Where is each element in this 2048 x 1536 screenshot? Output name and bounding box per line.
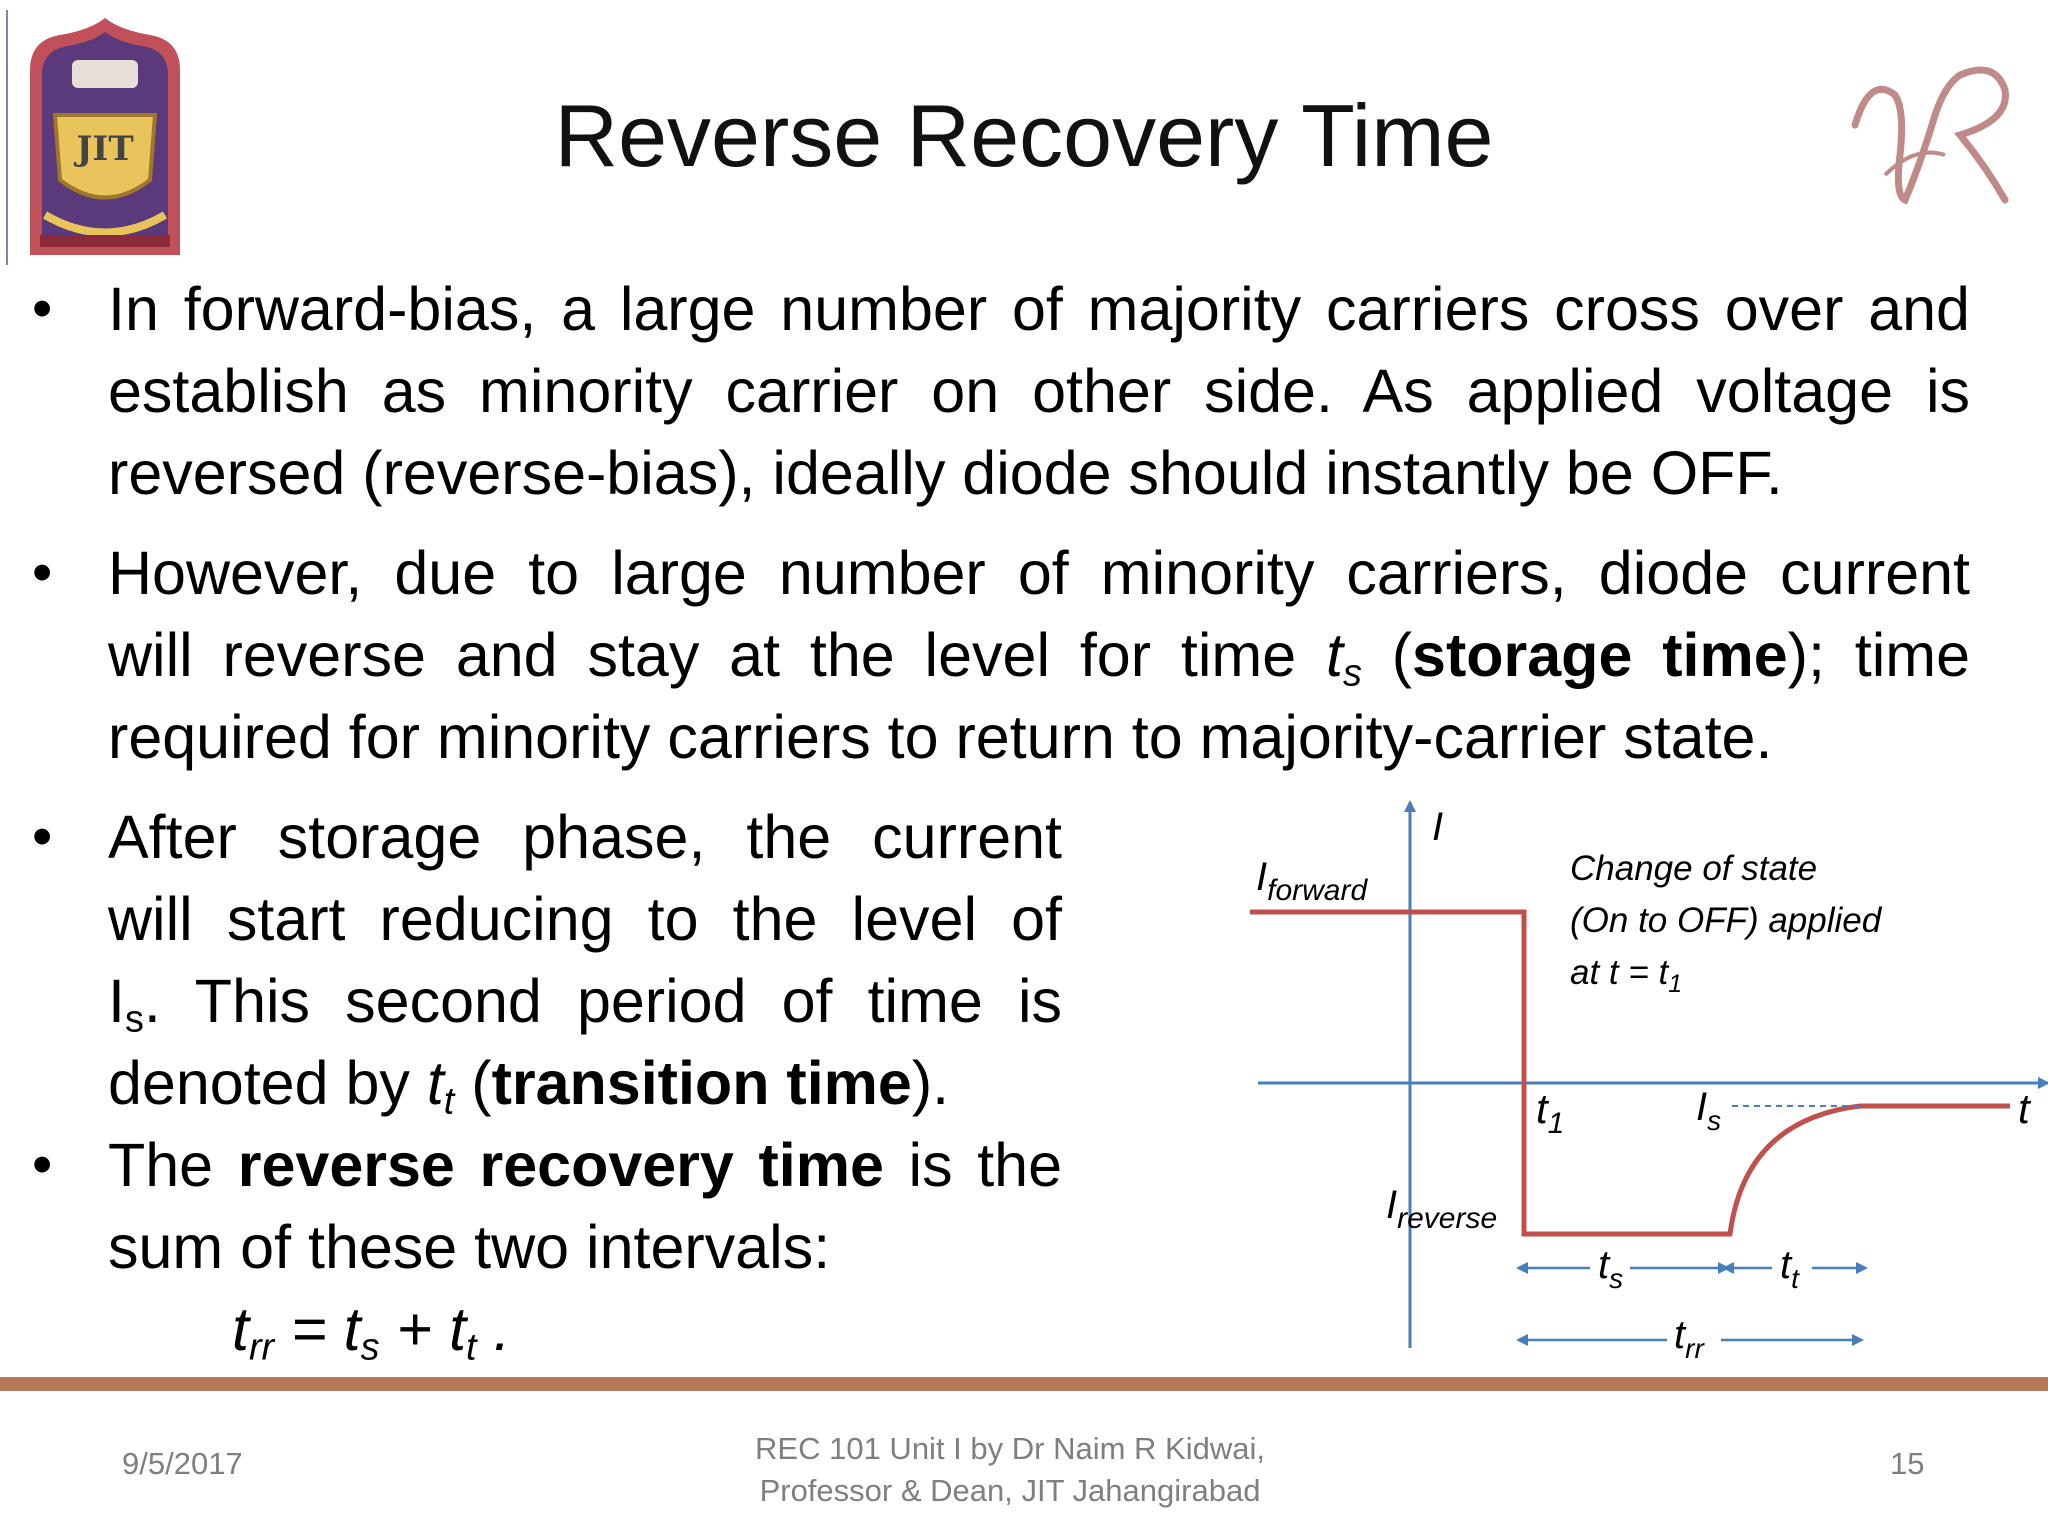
page-number: 15 — [1890, 1446, 1925, 1481]
t1-label: $t_1$ — [1536, 1085, 1565, 1140]
trr-label: $t_{rr}$ — [1674, 1313, 1704, 1360]
bullet-2-line-2: will reverse and stay at the level for time $t_s$ (storage time); time — [108, 621, 1971, 695]
bullet-1-line-3: reversed (reverse-bias), ideally diode should instantly be OFF. — [108, 439, 1783, 507]
storage-time-term: storage time — [1412, 621, 1788, 689]
reverse-recovery-time-term: reverse recovery time — [237, 1131, 884, 1199]
state-change-note-line-1: Change of state — [1570, 849, 1818, 888]
state-change-note-line-2: (On to OFF) applied — [1570, 901, 1882, 940]
footer-credit — [700, 1428, 1320, 1512]
i-forward-label: $I_{forward}$ — [1256, 855, 1368, 907]
bullet-3-line-3: $I_s$. This second period of time is — [108, 967, 1062, 1041]
bullet-2-line-1: However, due to large number of minority carriers, diode current — [108, 539, 1970, 607]
svg-text:JIT: JIT — [76, 129, 134, 169]
ts-label: $t_s$ — [1598, 1243, 1624, 1294]
bullet-4-line-1: The reverse recovery time is the — [108, 1131, 1063, 1199]
is-label: $I_s$ — [1696, 1085, 1722, 1136]
bullet-3-line-2: will start reducing to the level of — [108, 885, 1062, 953]
transition-time-term: transition time — [491, 1049, 912, 1117]
bullet-4-line-2: sum of these two intervals: — [108, 1213, 831, 1281]
trr-formula: $t_{rr} = t_s + t_t$ . — [232, 1295, 511, 1369]
bullet-3-line-4: denoted by $t_t$ (transition time). — [108, 1049, 950, 1123]
reverse-recovery-graph — [1240, 790, 2048, 1360]
footer-credit-line-2: Professor & Dean, JIT Jahangirabad — [759, 1473, 1261, 1508]
footer-date: 9/5/2017 — [122, 1446, 243, 1481]
state-change-note-line-3: at $t = t_1$ — [1570, 953, 1683, 998]
footer-credit-line-1: REC 101 Unit I by Dr Naim R Kidwai, — [755, 1431, 1265, 1466]
bullet-1-line-1: In forward-bias, a large number of majority carriers cross over and — [108, 275, 1970, 343]
bullet-3-line-1: After storage phase, the current — [108, 803, 1062, 871]
bullet-2-line-3: required for minority carriers to return to majority-carrier state. — [108, 703, 1773, 771]
footer-divider — [0, 1377, 2048, 1391]
axis-x-label: t — [2018, 1085, 2030, 1132]
bullet-1-line-2: establish as minority carrier on other side. As applied voltage is — [108, 357, 1970, 425]
i-reverse-label: $I_{reverse}$ — [1386, 1183, 1498, 1235]
tt-label: $t_t$ — [1780, 1243, 1799, 1294]
axis-y-label: I — [1432, 805, 1444, 849]
slide-title: Reverse Recovery Time — [554, 86, 1494, 185]
